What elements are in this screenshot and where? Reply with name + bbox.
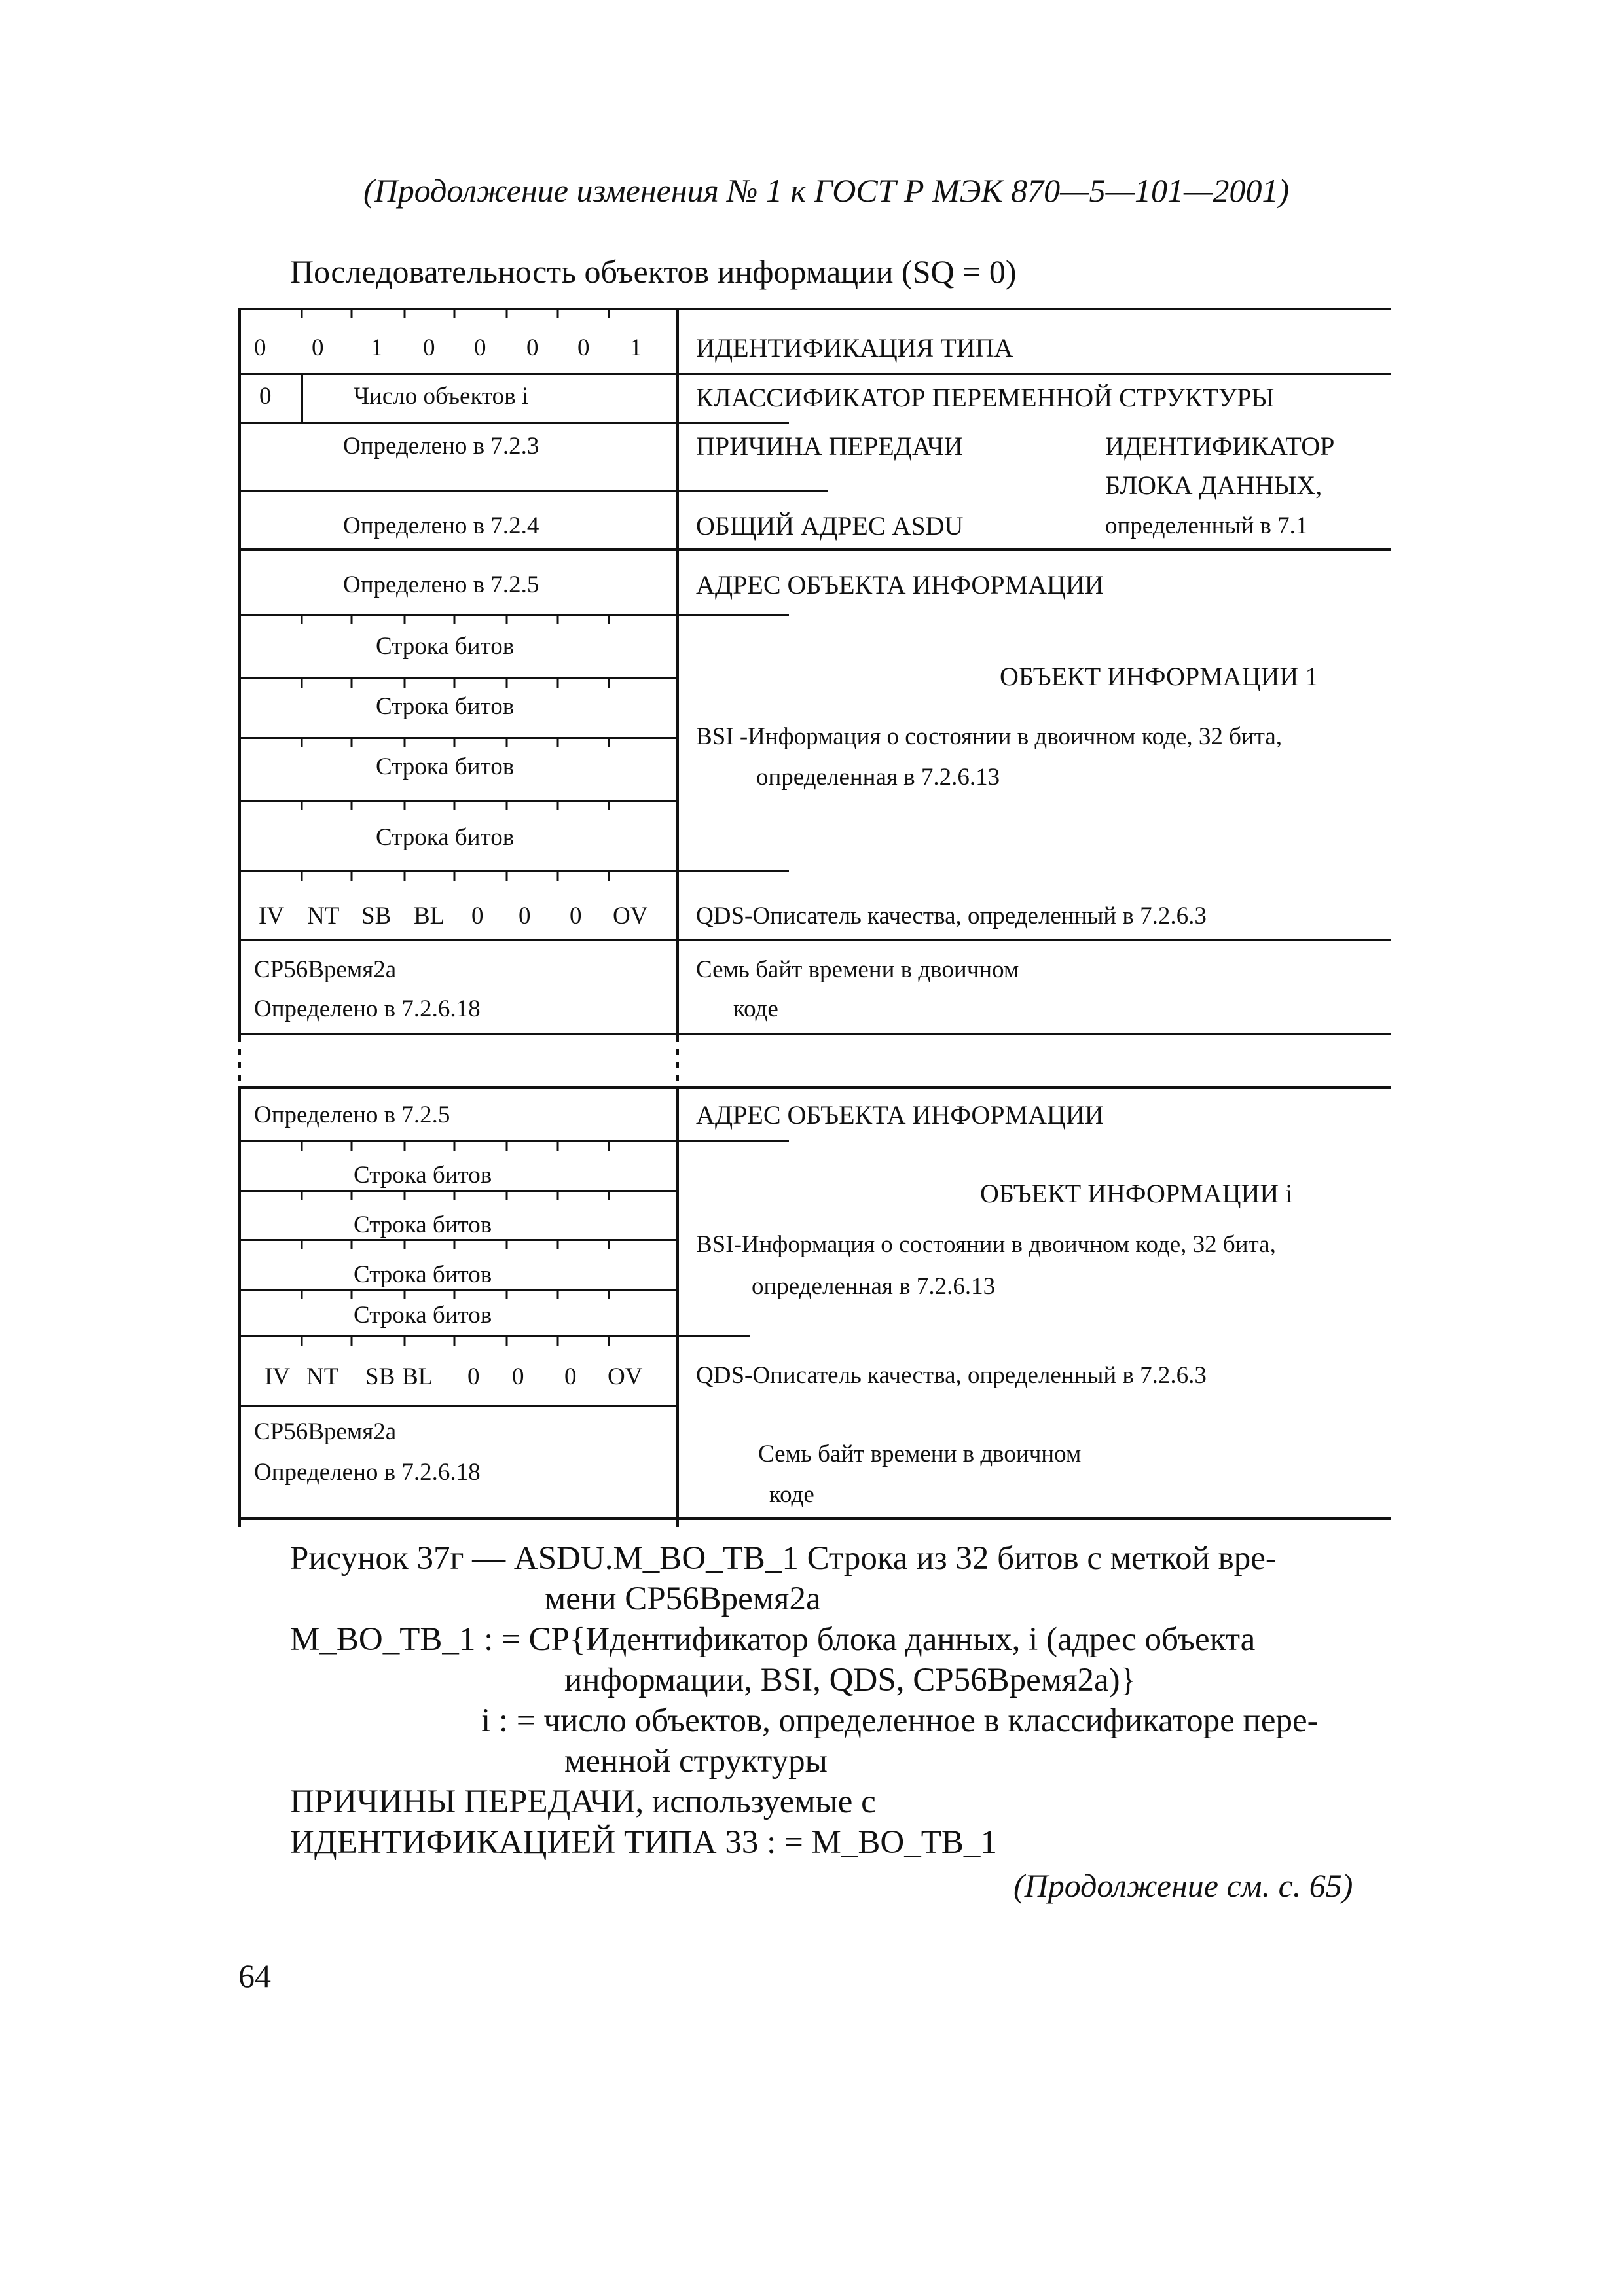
bit-cell: 0 <box>423 334 435 361</box>
bitstring-row: Строка битов <box>354 1162 492 1189</box>
bit-cell: 0 <box>474 334 486 361</box>
time-tag-name: CP56Время2а <box>254 1418 397 1445</box>
bsi-description-ref: определенная в 7.2.6.13 <box>756 764 1000 791</box>
information-object-label: ОБЪЕКТ ИНФОРМАЦИИ i <box>980 1179 1293 1208</box>
bit-cell: 0 <box>577 334 590 361</box>
bit-cell: IV <box>264 1363 291 1390</box>
bit-cell: 0 <box>312 334 324 361</box>
vsq-sq-bit: 0 <box>259 383 272 410</box>
bitstring-row: Строка битов <box>376 633 515 660</box>
time-tag-definition: Определено в 7.2.6.18 <box>254 1459 481 1486</box>
running-header: (Продолжение изменения № 1 к ГОСТ Р МЭК 870—5—101—2001) <box>363 172 1290 209</box>
bit-cell: NT <box>306 1363 339 1390</box>
bit-cell: SB <box>365 1363 395 1390</box>
qds-description: QDS-Описатель качества, определенный в 7.2.6.3 <box>696 903 1207 929</box>
bit-cell: SB <box>361 903 392 929</box>
qds-description: QDS-Описатель качества, определенный в 7.2.6.3 <box>696 1362 1207 1389</box>
bitstring-row: Строка битов <box>376 753 515 780</box>
bitstring-row: Строка битов <box>376 824 515 851</box>
qds-bits <box>259 902 646 930</box>
cot-heading: ПРИЧИНЫ ПЕРЕДАЧИ, используемые с <box>290 1784 876 1820</box>
asdu-address-definition: Определено в 7.2.4 <box>343 512 539 539</box>
bit-cell: OV <box>613 903 648 929</box>
asdu-address-label: ОБЩИЙ АДРЕС ASDU <box>696 511 964 541</box>
figure-caption: Рисунок 37г — ASDU.M_BO_TB_1 Строка из 32 битов с меткой вре- <box>290 1540 1277 1577</box>
bit-cell: 0 <box>526 334 539 361</box>
time-tag-description: коде <box>769 1481 814 1508</box>
bit-cell: 0 <box>519 903 531 929</box>
time-tag-description: коде <box>733 996 778 1022</box>
bit-cell: BL <box>414 903 445 929</box>
data-unit-id-label: ИДЕНТИФИКАТОР <box>1105 431 1335 461</box>
bit-cell: OV <box>608 1363 643 1390</box>
sequence-subtitle: Последовательность объектов информации (SQ = 0) <box>290 253 1017 290</box>
bsi-description: BSI-Информация о состоянии в двоичном коде, 32 бита, <box>696 1231 1276 1258</box>
time-tag-description: Семь байт времени в двоичном <box>696 956 1019 983</box>
count-definition: i : = число объектов, определенное в классификаторе пере- <box>481 1702 1319 1739</box>
bit-cell: BL <box>402 1363 433 1390</box>
bit-cell: 0 <box>564 1363 577 1390</box>
count-definition: менной структуры <box>564 1743 828 1780</box>
cot-heading: ИДЕНТИФИКАЦИЕЙ ТИПА 33 : = M_BO_TB_1 <box>290 1824 997 1861</box>
bsi-description-ref: определенная в 7.2.6.13 <box>752 1273 996 1300</box>
bit-cell: IV <box>259 903 285 929</box>
cot-definition: Определено в 7.2.3 <box>343 433 539 459</box>
type-definition: M_BO_TB_1 : = CP{Идентификатор блока данных, i (адрес объекта <box>290 1621 1256 1658</box>
ioa-definition: Определено в 7.2.5 <box>254 1102 450 1128</box>
time-tag-definition: Определено в 7.2.6.18 <box>254 996 481 1022</box>
bit-cell: NT <box>307 903 340 929</box>
qds-bits <box>264 1363 643 1391</box>
bitstring-row: Строка битов <box>376 693 515 720</box>
figure-caption: мени CP56Время2а <box>545 1581 821 1617</box>
ioa-label: АДРЕС ОБЪЕКТА ИНФОРМАЦИИ <box>696 570 1104 600</box>
bit-cell: 1 <box>630 334 642 361</box>
information-object-label: ОБЪЕКТ ИНФОРМАЦИИ 1 <box>1000 662 1319 691</box>
bsi-description: BSI -Информация о состоянии в двоичном коде, 32 бита, <box>696 723 1283 750</box>
ioa-definition: Определено в 7.2.5 <box>343 571 539 598</box>
bitstring-row: Строка битов <box>354 1211 492 1238</box>
type-id-bits <box>254 334 649 362</box>
type-id-label: ИДЕНТИФИКАЦИЯ ТИПА <box>696 333 1013 363</box>
cot-label: ПРИЧИНА ПЕРЕДАЧИ <box>696 431 963 461</box>
data-unit-id-label: БЛОКА ДАННЫХ, <box>1105 471 1322 500</box>
type-definition: информации, BSI, QDS, CP56Время2а)} <box>564 1662 1137 1698</box>
continuation-note: (Продолжение см. с. 65) <box>1013 1867 1353 1904</box>
bitstring-row: Строка битов <box>354 1302 492 1329</box>
bit-cell: 0 <box>254 334 266 361</box>
time-tag-description: Семь байт времени в двоичном <box>758 1441 1082 1467</box>
bitstring-row: Строка битов <box>354 1261 492 1288</box>
bit-cell: 0 <box>512 1363 524 1390</box>
vsq-count: Число объектов i <box>354 383 529 410</box>
vsq-label: КЛАССИФИКАТОР ПЕРЕМЕННОЙ СТРУКТУРЫ <box>696 383 1275 412</box>
bit-cell: 0 <box>570 903 582 929</box>
bit-cell: 0 <box>471 903 484 929</box>
time-tag-name: CP56Время2а <box>254 956 397 983</box>
bit-cell: 1 <box>371 334 383 361</box>
ioa-label: АДРЕС ОБЪЕКТА ИНФОРМАЦИИ <box>696 1100 1104 1130</box>
page-number: 64 <box>238 1958 271 1994</box>
bit-cell: 0 <box>467 1363 480 1390</box>
data-unit-id-ref: определенный в 7.1 <box>1105 512 1308 539</box>
